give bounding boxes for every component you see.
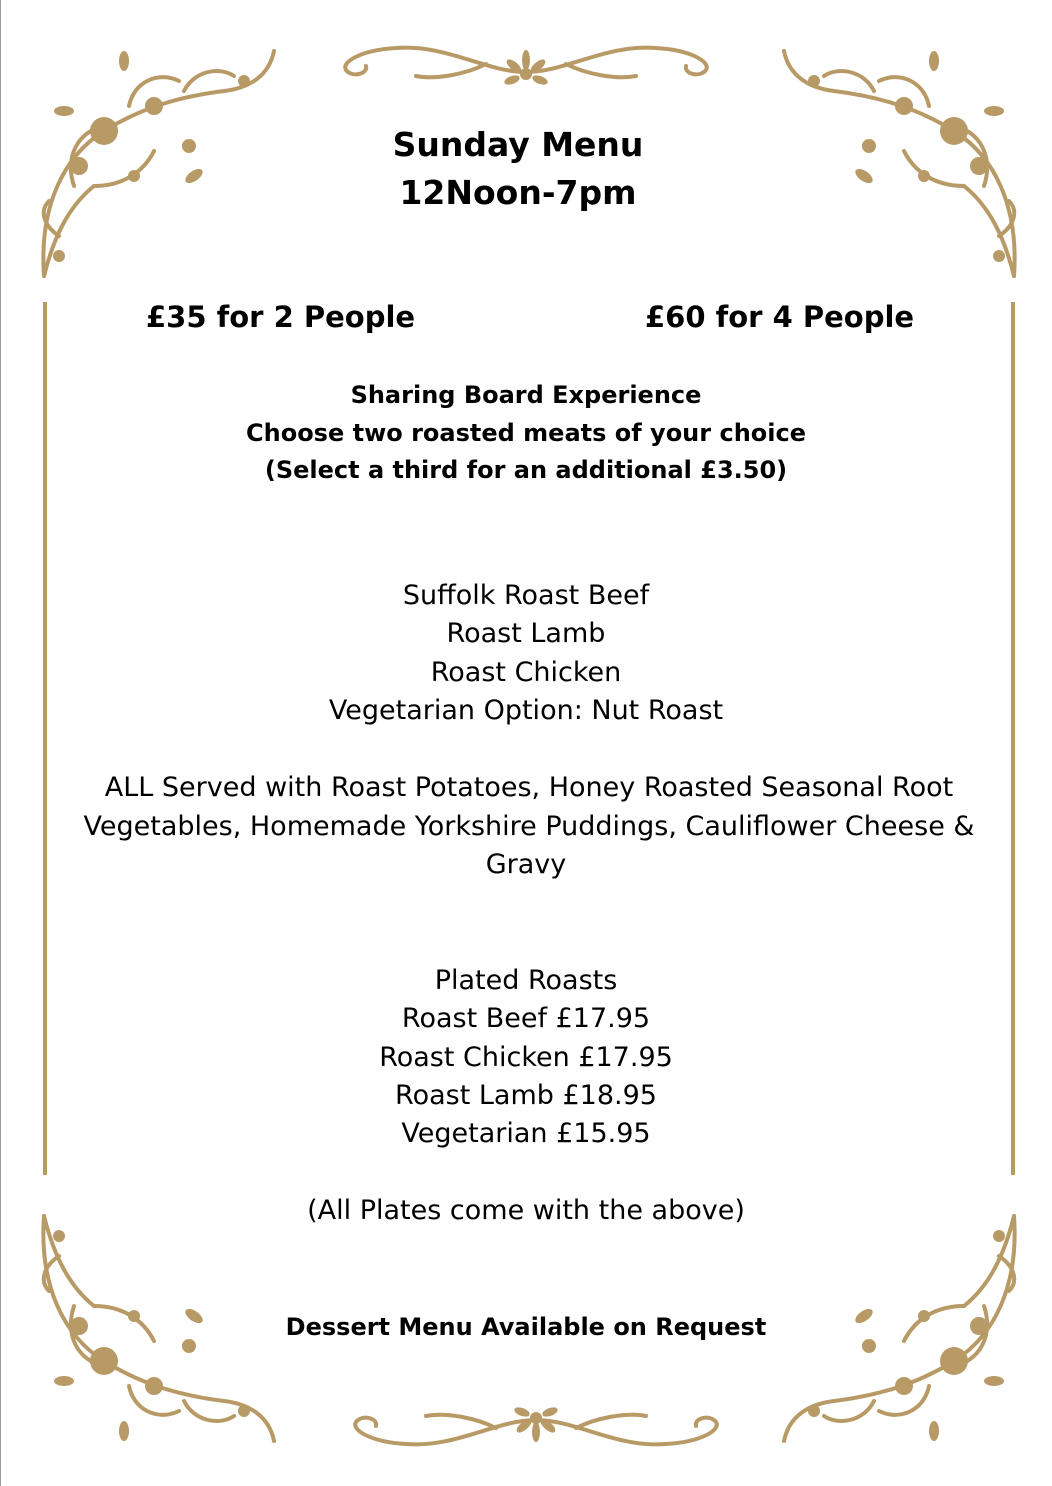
plated-item: Roast Chicken £17.95 — [379, 1042, 673, 1073]
plated-heading: Plated Roasts — [434, 965, 618, 996]
plated-item: Vegetarian £15.95 — [401, 1118, 651, 1149]
menu-hours: 12Noon-7pm — [399, 173, 637, 212]
served-with-line: Gravy — [485, 849, 567, 880]
price-four-people: £60 for 4 People — [645, 300, 915, 334]
meat-item: Roast Chicken — [430, 657, 622, 688]
plated-item: Roast Lamb £18.95 — [395, 1080, 657, 1111]
dessert-note: Dessert Menu Available on Request — [285, 1313, 767, 1341]
sharing-heading: Sharing Board Experience — [350, 381, 702, 409]
sharing-third: (Select a third for an additional £3.50) — [264, 456, 788, 484]
page-edge-line — [0, 0, 1, 1486]
plated-item: Roast Beef £17.95 — [401, 1003, 651, 1034]
meat-item: Roast Lamb — [446, 618, 606, 649]
price-two-people: £35 for 2 People — [146, 300, 416, 334]
scroll-divider-icon — [346, 1398, 726, 1454]
scroll-divider-icon — [336, 38, 716, 94]
menu-title: Sunday Menu — [392, 125, 644, 164]
sharing-choose: Choose two roasted meats of your choice — [246, 419, 806, 447]
meat-item: Vegetarian Option: Nut Roast — [328, 695, 724, 726]
meat-item: Suffolk Roast Beef — [402, 580, 650, 611]
served-with-line: ALL Served with Roast Potatoes, Honey Roasted Seasonal Root — [104, 772, 954, 803]
plated-note: (All Plates come with the above) — [307, 1195, 745, 1226]
served-with-line: Vegetables, Homemade Yorkshire Puddings, Cauliflower Cheese & — [83, 811, 975, 842]
